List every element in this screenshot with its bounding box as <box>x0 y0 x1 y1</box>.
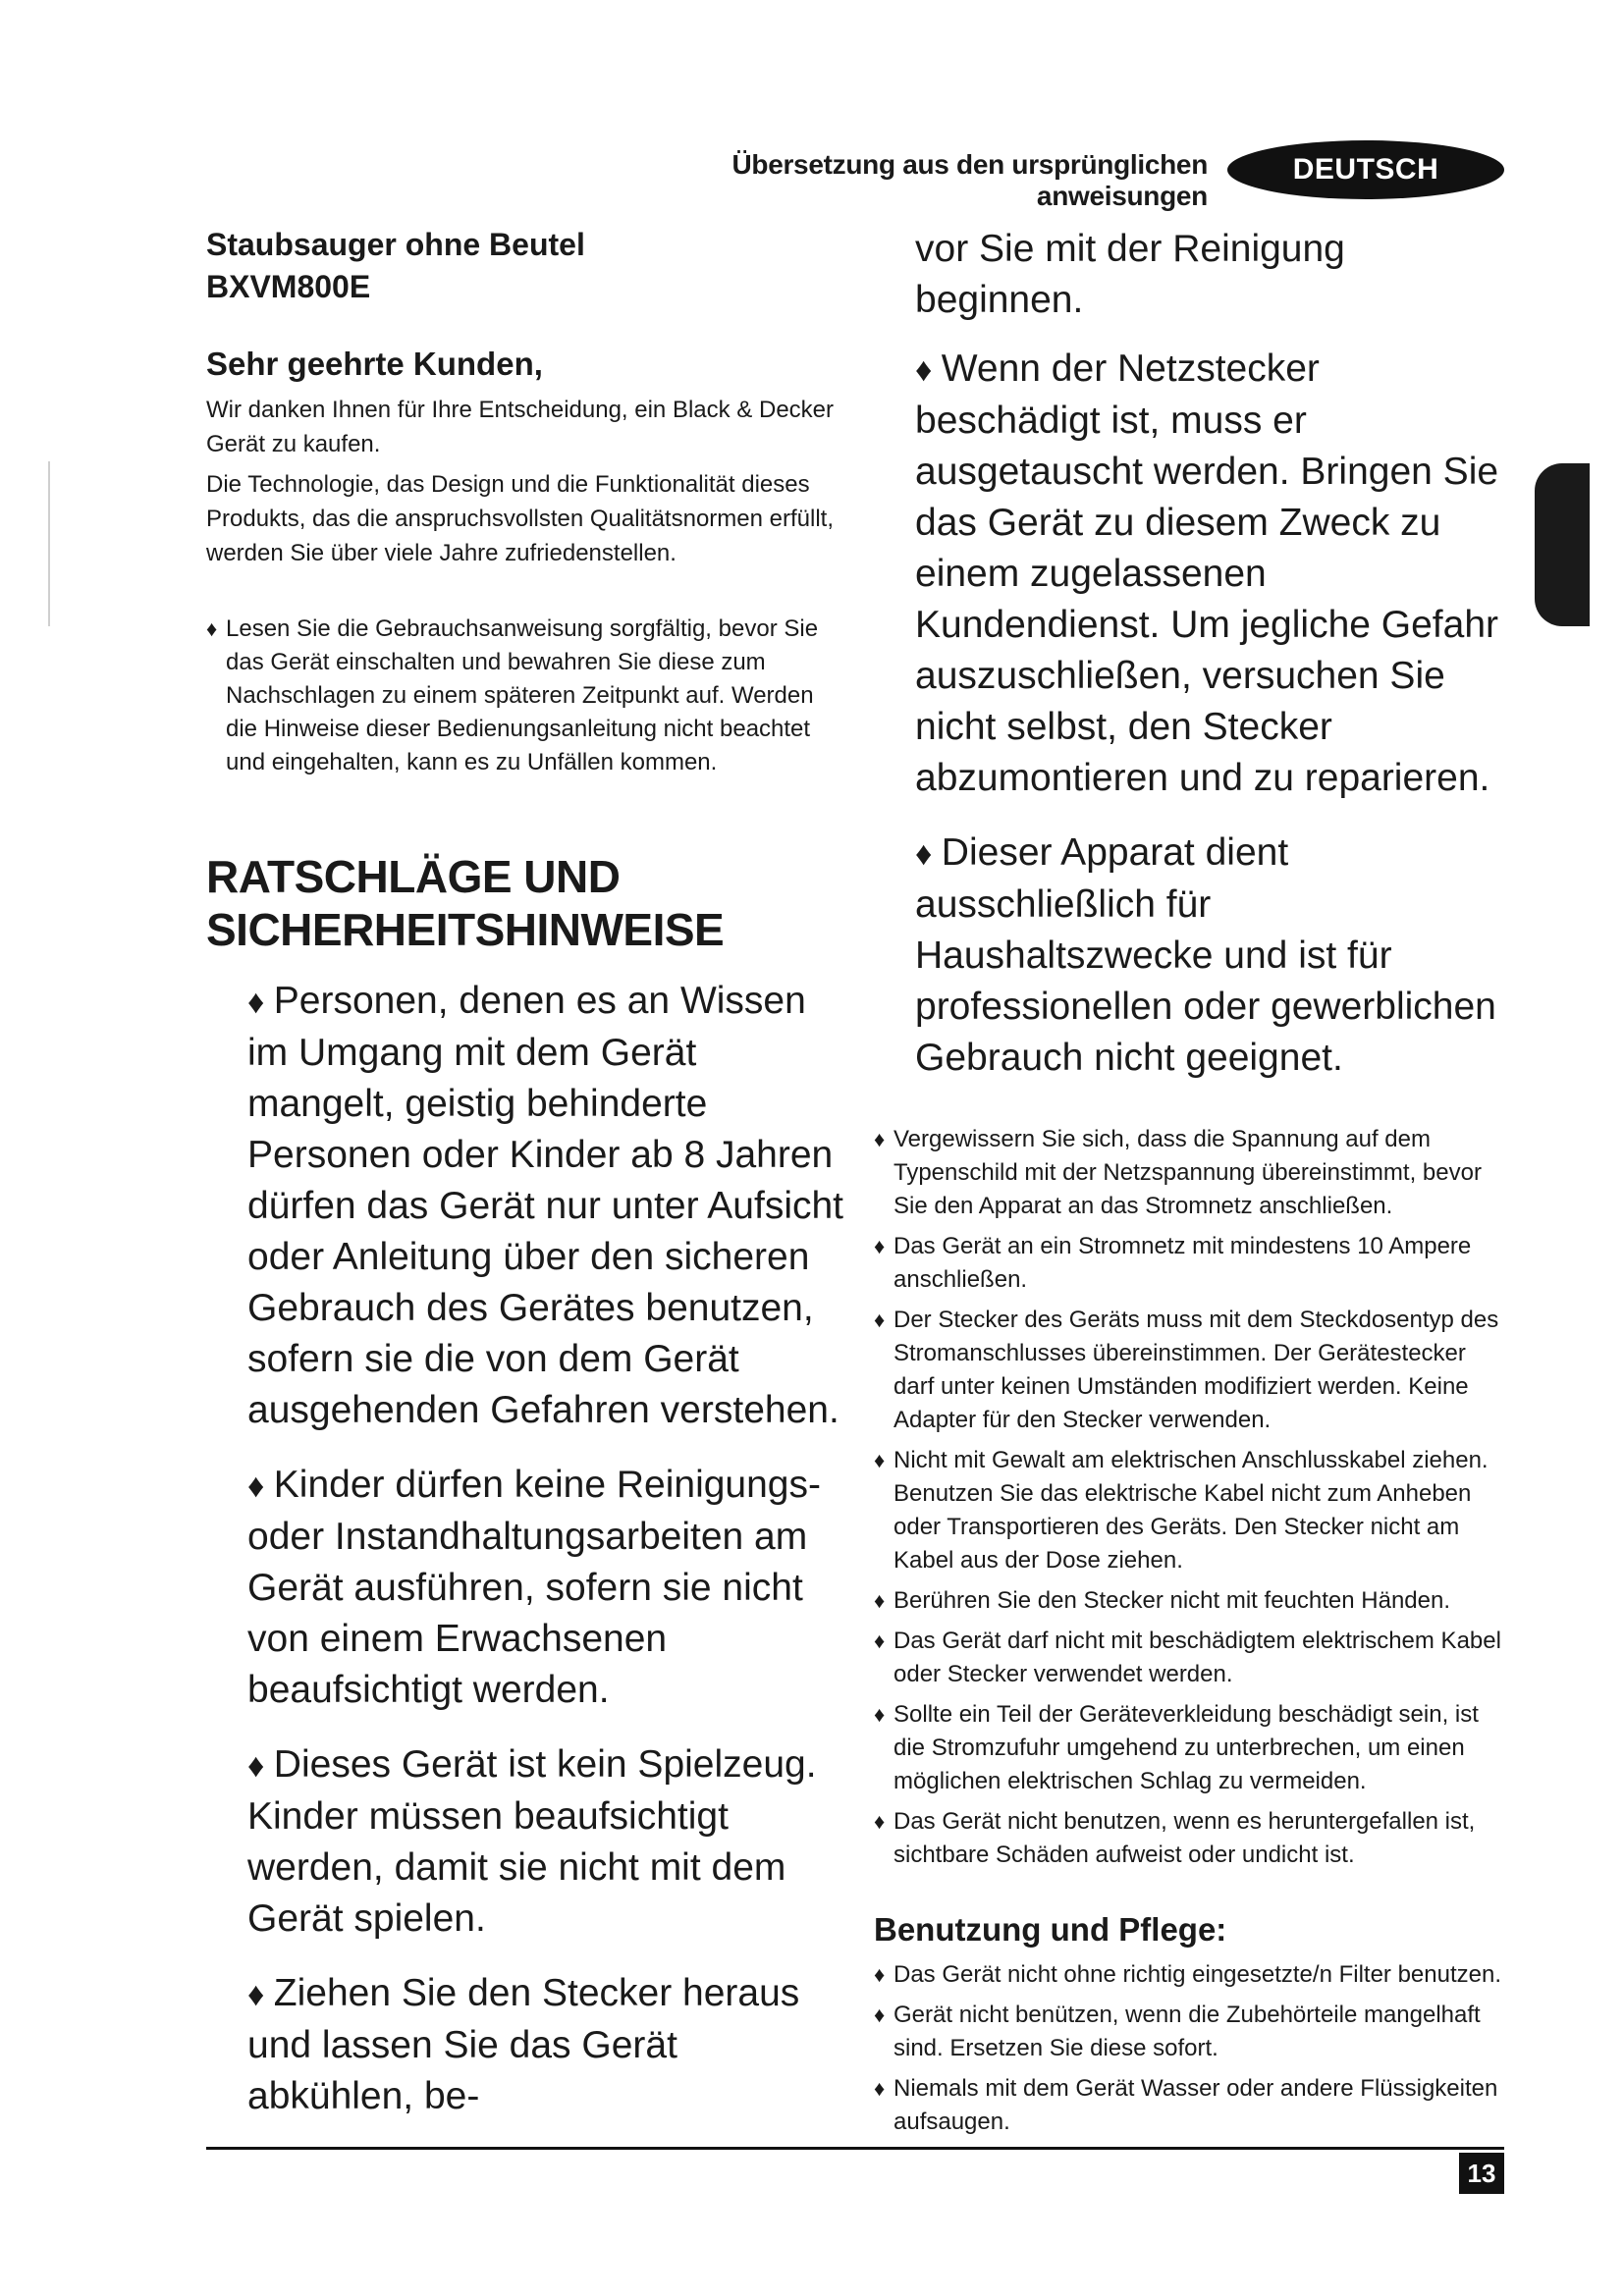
intro-paragraph-2: Die Technologie, das Design und die Funktionalität dieses Produkts, das die anspruchsvollsten Qualitätsnormen erfüllt, werden Sie über viele Jahre zufriedenstellen. <box>206 471 834 566</box>
electrical-safety-list <box>874 1123 1512 1872</box>
safety-bullet-4-continued: vor Sie mit der Reinigung beginnen. <box>915 228 1345 321</box>
list-item: ♦ Nicht mit Gewalt am elektrischen Anschlusskabel ziehen. Benutzen Sie das elektrische Kabel nicht zum Anheben oder Transportieren des Geräts. Den Stecker nicht am Kabel aus der Dose ziehen. <box>874 1444 1512 1577</box>
use-and-care-list <box>874 1958 1512 2139</box>
product-name: Staubsauger ohne Beutel <box>206 227 585 262</box>
right-column <box>874 224 1512 2146</box>
safety-bullet-1: ♦ Personen, denen es an Wissen im Umgang mit dem Gerät mangelt, geistig behinderte Personen oder Kinder ab 8 Jahren dürfen das Gerät nur unter Aufsicht oder Anleitung über den sicheren Gebrauch des Gerätes benutzen, sofern sie die von dem Gerät ausgehenden Gefahren verstehen. <box>247 980 844 1431</box>
list-item: ♦ Berühren Sie den Stecker nicht mit feuchten Händen. <box>874 1584 1512 1618</box>
list-item: ♦ Das Gerät nicht benutzen, wenn es heruntergefallen ist, sichtbare Schäden aufweist oder undicht ist. <box>874 1805 1512 1872</box>
safety-bullet-4: ♦ Ziehen Sie den Stecker heraus und lassen Sie das Gerät abkühlen, be- <box>247 1972 800 2117</box>
product-model: BXVM800E <box>206 269 371 304</box>
footer-rule <box>206 2147 1504 2150</box>
diamond-bullet-icon: ♦ <box>247 984 274 1021</box>
list-item: ♦ Das Gerät nicht ohne richtig eingesetzte/n Filter benutzen. <box>874 1958 1512 1992</box>
diamond-bullet-icon: ♦ <box>247 1468 274 1505</box>
list-item: ♦ Sollte ein Teil der Geräteverkleidung beschädigt sein, ist die Stromzufuhr umgehend zu unterbrechen, um einen möglichen elektrischen Schlag zu vermeiden. <box>874 1698 1512 1798</box>
list-item: ♦ Das Gerät darf nicht mit beschädigtem elektrischem Kabel oder Stecker verwendet werden. <box>874 1625 1512 1691</box>
margin-line <box>48 461 50 626</box>
list-item: ♦ Niemals mit dem Gerät Wasser oder andere Flüssigkeiten aufsaugen. <box>874 2072 1512 2139</box>
section-tab-marker <box>1535 463 1590 626</box>
intro-paragraph-1: Wir danken Ihnen für Ihre Entscheidung, ein Black & Decker Gerät zu kaufen. <box>206 397 834 457</box>
page-number: 13 <box>1459 2153 1504 2194</box>
intro-text <box>206 393 844 570</box>
safety-bullet-2: ♦ Kinder dürfen keine Reinigungs- oder Instandhaltungsarbeiten am Gerät ausführen, sofern sie nicht von einem Erwachsenen beaufsichtigt werden. <box>247 1464 821 1711</box>
read-instructions-bullet: ♦ Lesen Sie die Gebrauchsanweisung sorgfältig, bevor Sie das Gerät einschalten und bewahren Sie diese zum Nachschlagen zu einem späteren Zeitpunkt auf. Werden die Hinweise dieser Bedienungsanleitung nicht beachtet und eingehalten, kann es zu Unfällen kommen. <box>206 613 844 779</box>
language-badge: DEUTSCH <box>1227 140 1504 199</box>
header-subtitle: Übersetzung aus den ursprünglichen anweisungen <box>731 149 1208 211</box>
safety-bullet-6: ♦ Dieser Apparat dient ausschließlich für Haushaltszwecke und ist für professionellen oder gewerblichen Gebrauch nicht geeignet. <box>915 831 1496 1079</box>
left-column <box>206 224 844 2146</box>
list-item: ♦ Der Stecker des Geräts muss mit dem Steckdosentyp des Stromanschlusses übereinstimmen. Der Gerätestecker darf unter keinen Umständen modifiziert werden. Keine Adapter für den Stecker verwenden. <box>874 1304 1512 1437</box>
diamond-bullet-icon: ♦ <box>915 351 942 389</box>
diamond-bullet-icon: ♦ <box>247 1976 274 2013</box>
diamond-bullet-icon: ♦ <box>247 1747 274 1785</box>
use-and-care-heading: Benutzung und Pflege: <box>874 1911 1227 1948</box>
greeting-heading: Sehr geehrte Kunden, <box>206 346 543 382</box>
safety-bullet-5: ♦ Wenn der Netzstecker beschädigt ist, muss er ausgetauscht werden. Bringen Sie das Gerät zu diesem Zweck zu einem zugelassenen Kundendienst. Um jegliche Gefahr auszuschließen, versuchen Sie nicht selbst, den Stecker abzumontieren und zu reparieren. <box>915 347 1499 799</box>
list-item: ♦ Gerät nicht benützen, wenn die Zubehörteile mangelhaft sind. Ersetzen Sie diese sofort. <box>874 1999 1512 2065</box>
list-item: ♦ Vergewissern Sie sich, dass die Spannung auf dem Typenschild mit der Netzspannung übereinstimmt, bevor Sie den Apparat an das Stromnetz anschließen. <box>874 1123 1512 1223</box>
diamond-bullet-icon: ♦ <box>915 835 942 873</box>
safety-bullet-3: ♦ Dieses Gerät ist kein Spielzeug. Kinder müssen beaufsichtigt werden, damit sie nicht mit dem Gerät spielen. <box>247 1743 817 1940</box>
list-item: ♦ Das Gerät an ein Stromnetz mit mindestens 10 Ampere anschließen. <box>874 1230 1512 1297</box>
safety-section-title: RATSCHLÄGE UND SICHERHEITSHINWEISE <box>206 851 725 955</box>
